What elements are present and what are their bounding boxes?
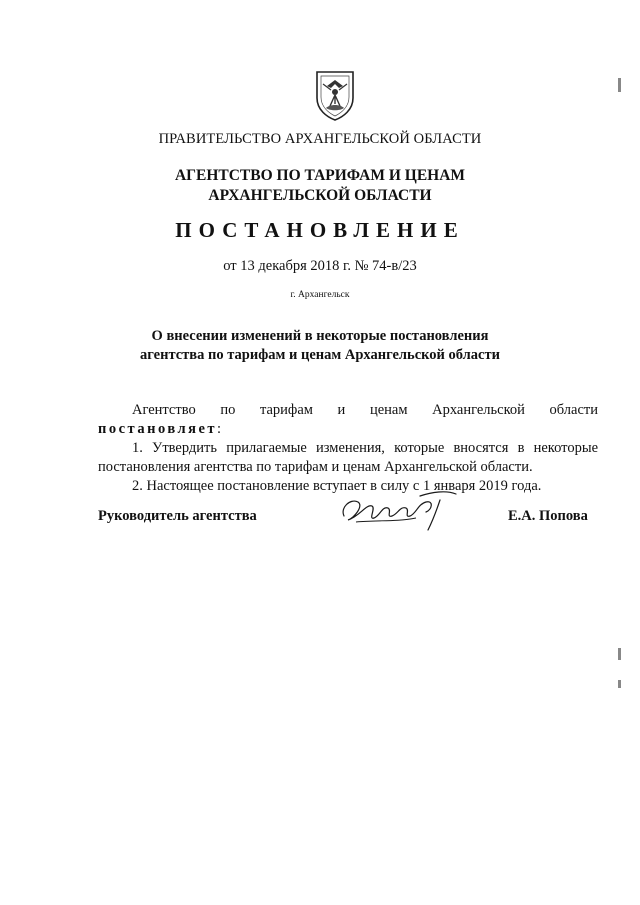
government-name: ПРАВИТЕЛЬСТВО АРХАНГЕЛЬСКОЙ ОБЛАСТИ — [158, 131, 482, 147]
document-body — [98, 401, 598, 496]
agency-name-line-1: АГЕНТСТВО ПО ТАРИФАМ И ЦЕНАМ — [174, 167, 466, 184]
document-date-number: от 13 декабря 2018 г. № 74-в/23 — [223, 258, 417, 274]
body-intro-paragraph — [98, 401, 598, 439]
margin-mark-lower — [618, 680, 621, 688]
document-city: г. Архангельск — [290, 290, 350, 300]
document-type-title: ПОСТАНОВЛЕНИЕ — [175, 218, 465, 242]
decree-word: постановляет — [98, 421, 218, 437]
signatory-role: Руководитель агентства — [98, 508, 257, 524]
margin-mark-middle — [618, 648, 621, 660]
document-subject — [0, 327, 640, 365]
decree-colon: : — [217, 421, 222, 437]
body-intro-text: Агентство по тарифам и ценам Архангельской области — [132, 402, 598, 418]
subject-line-1: О внесении изменений в некоторые постановления — [151, 328, 489, 344]
handwritten-signature-icon — [336, 486, 464, 532]
agency-name — [0, 166, 640, 206]
body-item-2: 2. Настоящее постановление вступает в силу с 1 января 2019 года. — [132, 478, 542, 494]
agency-name-line-2: АРХАНГЕЛЬСКОЙ ОБЛАСТИ — [208, 187, 432, 204]
margin-mark-top — [618, 78, 621, 92]
coat-of-arms-icon — [313, 66, 357, 122]
subject-line-2: агентства по тарифам и ценам Архангельской области — [140, 347, 500, 363]
body-item-1: 1. Утвердить прилагаемые изменения, которые вносятся в некоторые постановления агентства по тарифам и ценам Архангельской области. — [98, 440, 598, 475]
signatory-name: Е.А. Попова — [508, 508, 588, 524]
